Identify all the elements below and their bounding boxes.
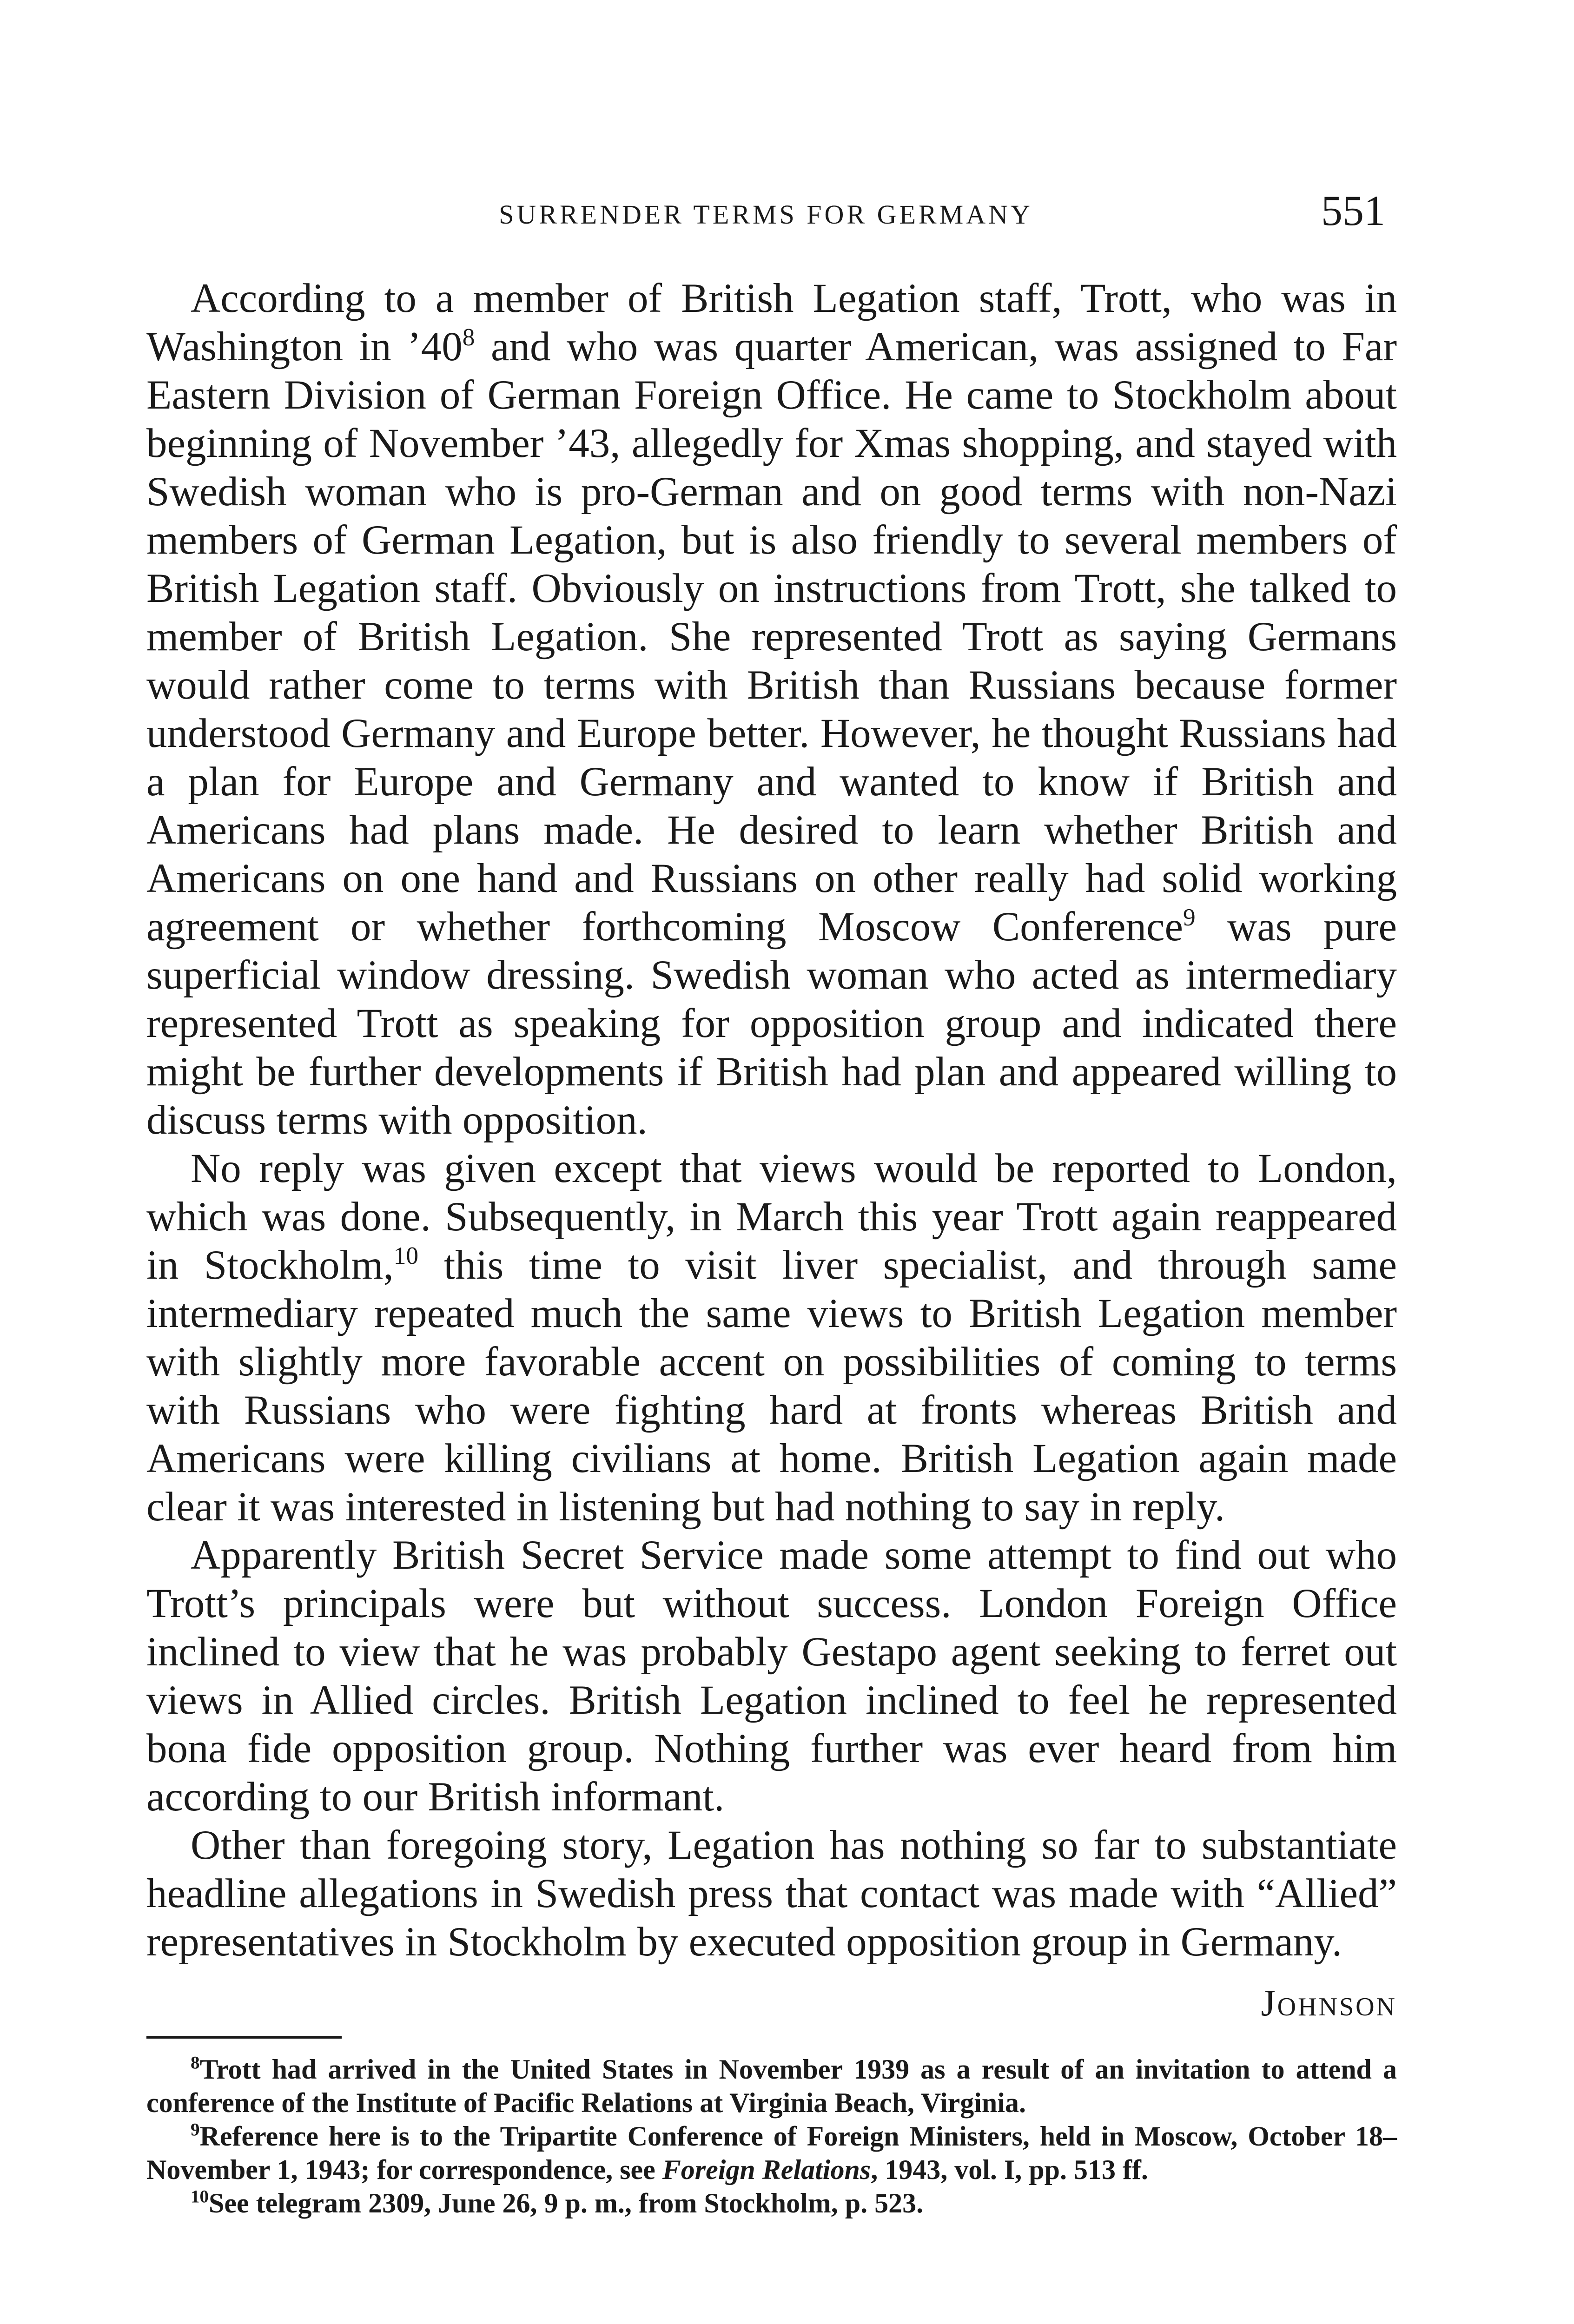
- paragraph-text: this time to visit liver specialist, and through same intermediary repeated much the same views to British Legation member with slightly more favorable accent on possibilities of coming to terms with Russians who were fighting hard at fronts whereas British and Americans were killing civilians at home. British Legation again made clear it was interested in listening but had nothing to say in reply.: [146, 1242, 1397, 1530]
- footnote-ref-10[interactable]: 10: [393, 1241, 419, 1269]
- footnote-mark: 9: [191, 2119, 200, 2140]
- footnote-ref-9[interactable]: 9: [1183, 903, 1196, 931]
- footnote-text: Reference here is to the Tripartite Conference of Foreign Ministers, held in Moscow, October 18–November 1, 1943; for correspondence, see: [146, 2121, 1397, 2185]
- telegram-body: [146, 274, 1397, 2220]
- footnote-divider: [146, 2036, 342, 2039]
- paragraph-text: and who was quarter American, was assigned to Far Eastern Division of German Foreign Office. He came to Stockholm about beginning of November ’43, allegedly for Xmas shopping, and stayed with Swedish woman who is pro-German and on good terms with non-Nazi members of German Legation, but is also friendly to several members of British Legation staff. Obviously on instructions from Trott, she talked to member of British Legation. She represented Trott as saying Germans would rather come to terms with British than Russians because former understood Germany and Europe better. However, he thought Russians had a plan for Europe and Germany and wanted to know if British and Americans had plans made. He desired to learn whether British and Americans on one hand and Russians on other really had solid working agreement or whether forthcoming Moscow Conference: [146, 324, 1397, 950]
- footnote-italic-title: Foreign Relations: [662, 2154, 871, 2185]
- footnote-10: [146, 2186, 1397, 2220]
- signature: Johnson: [1261, 1983, 1397, 2024]
- paragraph-text: No reply was given except that views would be reported to London, which was done. Subsequently, in March this year Trott again reappeared in Stockholm,: [146, 1146, 1397, 1288]
- footnote-8: [146, 2053, 1397, 2119]
- footnote-9: [146, 2119, 1397, 2186]
- running-head: SURRENDER TERMS FOR GERMANY: [499, 199, 1033, 230]
- page-header: [146, 186, 1385, 251]
- paragraph-4: Other than foregoing story, Legation has nothing so far to substantiate headline allegations in Swedish press that contact was made with “Allied” representatives in Stockholm by executed opposition group in Germany.: [146, 1822, 1397, 1965]
- paragraph-text: was pure superficial window dressing. Swedish woman who acted as intermediary represented Trott as speaking for opposition group and indicated there might be further developments if British had plan and appeared willing to discuss terms with opposition.: [146, 904, 1397, 1143]
- footnote-text: , 1943, vol. I, pp. 513 ff.: [871, 2154, 1148, 2185]
- footnote-mark: 8: [191, 2053, 200, 2073]
- paragraph-3: Apparently British Secret Service made some attempt to find out who Trott’s principals were but without success. London Foreign Office inclined to view that he was probably Gestapo agent seeking to ferret out views in Allied circles. British Legation inclined to feel he represented bona fide opposition group. Nothing further was ever heard from him according to our British informant.: [146, 1532, 1397, 1820]
- page-number: 551: [1321, 187, 1385, 234]
- paragraph-2: [146, 1144, 1397, 1531]
- footnote-ref-8[interactable]: 8: [462, 323, 475, 351]
- paragraph-1: [146, 274, 1397, 1144]
- footnote-text: Trott had arrived in the United States in November 1939 as a result of an invitation to attend a conference of the Institute of Pacific Relations at Virginia Beach, Virginia.: [146, 2054, 1397, 2118]
- footnote-text: See telegram 2309, June 26, 9 p. m., from Stockholm, p. 523.: [209, 2188, 924, 2218]
- paragraph-text: According to a member of British Legation staff, Trott, who was in Washington in ’40: [146, 276, 1397, 370]
- footnote-mark: 10: [191, 2186, 209, 2207]
